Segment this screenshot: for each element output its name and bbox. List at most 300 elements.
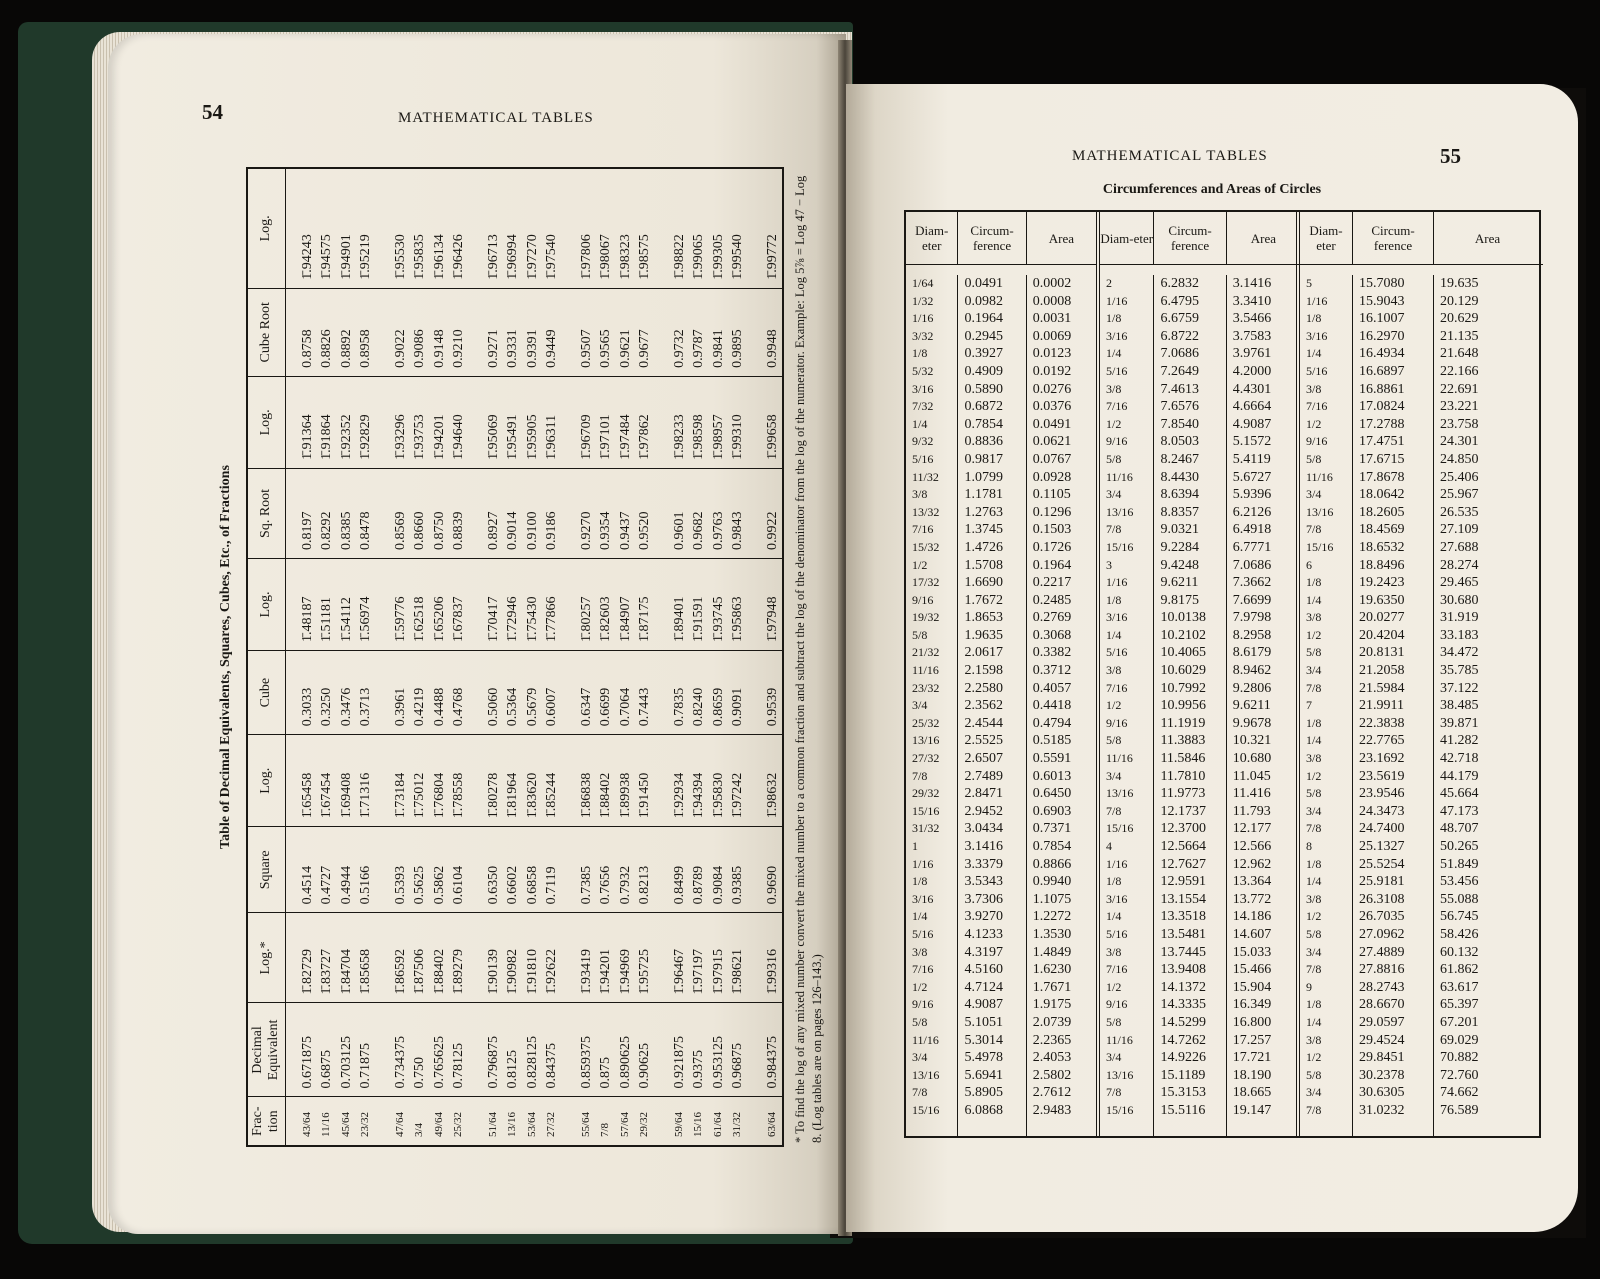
- table-cell: 1/4: [1306, 874, 1322, 889]
- table-cell: 1̄.94201: [431, 414, 447, 460]
- table-cell: 0.0928: [1032, 469, 1072, 485]
- table-cell: 56.745: [1440, 909, 1479, 925]
- table-cell: 3/8: [1306, 381, 1322, 396]
- column-body: [286, 1003, 783, 1096]
- table-cell: 11.045: [1232, 768, 1271, 784]
- table-cell: 10.680: [1232, 751, 1272, 767]
- table-cell: 1/4: [912, 416, 928, 431]
- circumference-column: [1153, 275, 1225, 1136]
- table-cell: 11/32: [912, 469, 939, 484]
- table-cell: 7/8: [599, 1122, 611, 1137]
- table-cell: 1̄.95491: [505, 414, 520, 460]
- table-cell: 7/16: [912, 962, 934, 977]
- table-cell: 0.1503: [1032, 522, 1072, 538]
- table-cell: 22.3838: [1359, 715, 1405, 731]
- column-body: [286, 651, 783, 734]
- table-cell: 1.4726: [964, 539, 1003, 555]
- table-cell: 19/32: [912, 610, 940, 625]
- table-cell: 0.3927: [964, 346, 1003, 362]
- table-cell: 1̄.99540: [730, 234, 745, 280]
- table-cell: 0.2769: [1032, 610, 1072, 626]
- table-cell: 3/8: [912, 487, 928, 502]
- table-cell: 5/8: [1106, 1014, 1122, 1029]
- table-cell: 5/8: [1306, 451, 1322, 466]
- table-cell: 1̄.91450: [637, 772, 652, 819]
- table-cell: 0.78125: [451, 1042, 466, 1089]
- table-cell: 0.6872: [964, 399, 1003, 415]
- table-cell: 19.2423: [1359, 575, 1405, 591]
- table-cell: 0.9621: [617, 329, 633, 368]
- table-cell: 0.0982: [964, 293, 1003, 309]
- table-cell: 15/16: [1106, 1102, 1134, 1117]
- table-cell: 14.7262: [1160, 1032, 1206, 1048]
- table-cell: 0.9148: [431, 329, 447, 368]
- table-cell: 11.416: [1232, 786, 1271, 802]
- table-cell: 1̄.98575: [637, 234, 652, 280]
- table-cell: 1.9635: [964, 627, 1003, 643]
- table-cell: 1̄.84907: [617, 596, 633, 643]
- page-number-right: 55: [1440, 144, 1461, 168]
- column-header: Cube Root: [248, 289, 286, 376]
- table-cell: 11.7810: [1160, 768, 1206, 784]
- table-cell: 0.1964: [1032, 557, 1072, 573]
- table-cell: 0.4057: [1032, 680, 1072, 696]
- table-cell: 1̄.95725: [637, 948, 652, 995]
- table-cell: 0.8826: [319, 329, 334, 368]
- table-cell: 11/16: [1106, 751, 1133, 766]
- table-cell: 0.9841: [710, 329, 726, 368]
- table-cell: 1.8653: [964, 610, 1003, 626]
- table-cell: 3.1416: [964, 839, 1003, 854]
- table-cell: 0.3250: [319, 687, 334, 727]
- table-cell: 2.2365: [1032, 1032, 1072, 1048]
- table-cell: 1̄.93419: [578, 948, 594, 995]
- table-cell: 0.796875: [485, 1035, 501, 1089]
- table-cell: 1̄.98598: [691, 414, 706, 460]
- table-cell: 0.0069: [1032, 328, 1072, 344]
- column-header: Circum-ference: [1352, 212, 1433, 264]
- table-cell: 26.3108: [1359, 891, 1405, 907]
- table-cell: 11.3883: [1160, 733, 1206, 749]
- table-cell: 0.6602: [505, 865, 520, 905]
- table-cell: 0.984375: [764, 1035, 780, 1089]
- table-cell: 1̄.83727: [319, 948, 334, 995]
- table-cell: 0.8836: [964, 434, 1003, 450]
- table-cell: 2.2580: [964, 680, 1003, 696]
- table-cell: 3/8: [1306, 751, 1322, 766]
- table-cell: 6.7771: [1232, 539, 1272, 555]
- table-cell: 63.617: [1440, 979, 1479, 995]
- table-cell: 5/16: [912, 926, 934, 941]
- table-cell: 7/16: [912, 522, 934, 537]
- table-cell: 16.8861: [1359, 381, 1405, 397]
- table-cell: 1̄.95830: [710, 772, 726, 819]
- table-cell: 6.4918: [1232, 522, 1272, 538]
- table-cell: 15/16: [912, 803, 940, 818]
- table-cell: 63/64: [765, 1111, 778, 1137]
- table-cell: 0.9375: [691, 1049, 706, 1089]
- table-cell: 55.088: [1440, 891, 1479, 907]
- table-cell: 8.8357: [1160, 504, 1199, 520]
- table-cell: 21.648: [1440, 346, 1479, 362]
- table-cell: 3.3410: [1232, 293, 1272, 309]
- table-cell: 25/32: [452, 1111, 464, 1137]
- table-cell: 29.465: [1440, 575, 1479, 591]
- area-column: [1226, 275, 1300, 1136]
- table-cell: 1/2: [1306, 768, 1322, 783]
- table-cell: 0.8292: [319, 511, 334, 550]
- group-header: [906, 212, 1096, 265]
- table-cell: 1̄.94901: [338, 234, 354, 280]
- table-cell: 17.257: [1232, 1032, 1272, 1048]
- table-cell: 0.0621: [1032, 434, 1072, 450]
- table-cell: 5.4119: [1232, 451, 1271, 467]
- table-cell: 1.5708: [964, 557, 1003, 573]
- table-cell: 1̄.87506: [412, 948, 427, 995]
- table-cell: 18.0642: [1359, 487, 1405, 503]
- table-cell: 15.3153: [1160, 1085, 1206, 1101]
- table-cell: 1̄.75012: [412, 772, 427, 819]
- table-cell: 3/16: [1306, 328, 1328, 343]
- left-table-title: Table of Decimal Equivalents, Squares, Cubes, Etc., of Fractions: [218, 465, 233, 849]
- table-cell: 12.177: [1232, 821, 1272, 837]
- table-cell: 1̄.84704: [338, 948, 354, 995]
- table-cell: 0.875: [598, 1056, 613, 1089]
- table-cell: 0.703125: [338, 1035, 354, 1089]
- table-cell: 1/2: [1106, 979, 1122, 994]
- table-footnote: * To find the log of any mixed number convert the mixed number to a common fraction and subtract the log of the denominator from the log of the numerator. Example: Log 5⅞ = Log 47 − Log 8. (Log tables are on pages 126–143.): [793, 175, 824, 1143]
- table-cell: 5/16: [1106, 926, 1128, 941]
- table-cell: 0.9677: [637, 329, 652, 368]
- table-cell: 8.4430: [1160, 469, 1199, 485]
- table-cell: 1̄.96467: [671, 948, 687, 995]
- table-cell: 9/16: [912, 592, 934, 607]
- table-cell: 1̄.85658: [358, 948, 373, 995]
- table-cell: 60.132: [1440, 944, 1479, 960]
- table-cell: 37.122: [1440, 680, 1479, 696]
- table-cell: 13.9408: [1160, 962, 1206, 978]
- table-cell: 5/32: [912, 363, 934, 378]
- table-cell: 43/64: [300, 1111, 313, 1137]
- column-header: Area: [1026, 212, 1096, 264]
- table-cell: 1̄.81964: [505, 772, 520, 819]
- table-cell: 3/4: [912, 1050, 928, 1065]
- table-cell: 8: [1306, 839, 1312, 853]
- table-cell: 9.6211: [1160, 575, 1199, 591]
- table-cell: 7.4613: [1160, 381, 1199, 397]
- table-cell: 0.96875: [730, 1042, 745, 1089]
- table-cell: 13/16: [1106, 1067, 1134, 1082]
- table-cell: 0.7854: [1032, 839, 1072, 854]
- table-cell: 0.1296: [1032, 504, 1072, 520]
- table-cell: 23.758: [1440, 416, 1479, 432]
- table-cell: 41.282: [1440, 733, 1479, 749]
- table-cell: 1̄.99316: [764, 948, 780, 995]
- table-cell: 0.6104: [451, 865, 466, 905]
- table-cell: 20.629: [1440, 311, 1479, 327]
- table-cell: 0.9391: [524, 329, 540, 368]
- table-cell: 14.607: [1232, 926, 1272, 942]
- table-cell: 1̄.89938: [617, 772, 633, 819]
- table-cell: 53.456: [1440, 874, 1479, 890]
- column-body: [286, 469, 783, 558]
- table-cell: 0.2945: [964, 328, 1003, 344]
- table-cell: 1/2: [1306, 909, 1322, 924]
- table-cell: 0.9086: [412, 329, 427, 368]
- table-cell: 5: [1306, 276, 1312, 290]
- table-cell: 7/8: [1106, 803, 1122, 818]
- table-cell: 1̄.95835: [412, 234, 427, 280]
- table-cell: 25.1327: [1359, 839, 1405, 854]
- table-cell: 1̄.62518: [412, 596, 427, 643]
- table-cell: 23.1692: [1359, 751, 1405, 767]
- table-cell: 0.859375: [578, 1035, 594, 1089]
- table-cell: 1: [912, 839, 918, 853]
- table-cell: 1̄.99305: [710, 234, 726, 280]
- table-cell: 3.7306: [964, 891, 1003, 907]
- table-cell: 10.4065: [1160, 645, 1206, 661]
- table-cell: 7/8: [1306, 522, 1322, 537]
- table-cell: 10.0138: [1160, 610, 1206, 626]
- table-cell: 1̄.86592: [392, 948, 408, 995]
- table-cell: 11/16: [1306, 469, 1333, 484]
- table-cell: 9: [1306, 979, 1312, 994]
- table-cell: 1̄.85244: [544, 772, 559, 819]
- table-cell: 0.6347: [578, 687, 594, 727]
- table-cell: 5/16: [1106, 363, 1128, 378]
- table-cell: 8.2467: [1160, 451, 1199, 467]
- table-cell: 1̄.89279: [451, 948, 466, 995]
- table-cell: 1.9175: [1032, 997, 1072, 1013]
- table-cell: 21.9911: [1359, 698, 1404, 714]
- table-cell: 1/4: [1106, 627, 1122, 642]
- table-cell: 1/16: [1106, 293, 1128, 308]
- table-cell: 0.734375: [392, 1035, 408, 1089]
- table-cell: 11.5846: [1160, 751, 1206, 767]
- column-header: Area: [1433, 212, 1541, 264]
- table-cell: 57/64: [618, 1111, 631, 1137]
- table-cell: 1̄.94243: [299, 234, 315, 280]
- column-body: [286, 1097, 783, 1145]
- table-cell: 0.6903: [1032, 803, 1072, 819]
- table-cell: 0.0031: [1032, 311, 1072, 327]
- table-cell: 2.9452: [964, 803, 1003, 819]
- table-cell: 1̄.95905: [524, 414, 540, 460]
- table-cell: 1/2: [1306, 416, 1322, 431]
- table-cell: 7.2649: [1160, 363, 1199, 379]
- table-cell: 0.5890: [964, 381, 1003, 397]
- table-cell: 9.9678: [1232, 715, 1272, 731]
- table-cell: 1.1781: [964, 487, 1003, 503]
- table-cell: 1̄.92829: [358, 414, 373, 460]
- table-cell: 0.9331: [505, 329, 520, 368]
- fractions-column: [248, 289, 782, 377]
- table-cell: 1/16: [912, 311, 934, 326]
- table-cell: 9/16: [1306, 434, 1328, 449]
- table-cell: 0.6350: [485, 865, 501, 905]
- table-cell: 0.9520: [637, 511, 652, 550]
- table-cell: 27.0962: [1359, 926, 1405, 942]
- table-cell: 14.186: [1232, 909, 1272, 925]
- table-cell: 0.921875: [671, 1035, 687, 1089]
- table-cell: 9/16: [912, 997, 934, 1012]
- column-header: Log.: [248, 735, 286, 826]
- table-cell: 16.1007: [1359, 311, 1405, 327]
- table-cell: 8.6394: [1160, 487, 1199, 503]
- table-cell: 0.71875: [358, 1042, 373, 1089]
- table-cell: 6: [1306, 557, 1312, 572]
- table-cell: 6.0868: [964, 1102, 1003, 1118]
- table-cell: 0.4794: [1032, 715, 1072, 731]
- table-cell: 1/8: [1306, 856, 1322, 871]
- table-cell: 0.9385: [730, 865, 745, 905]
- table-cell: 9/32: [912, 434, 934, 449]
- table-cell: 0.4944: [338, 865, 354, 905]
- table-cell: 1̄.90139: [485, 948, 501, 995]
- table-cell: 1/4: [1106, 346, 1122, 361]
- table-cell: 0.8659: [710, 687, 726, 727]
- table-cell: 5.6727: [1232, 469, 1272, 485]
- table-cell: 16.2970: [1359, 328, 1405, 344]
- table-cell: 1̄.67837: [451, 596, 466, 643]
- table-cell: 22.691: [1440, 381, 1479, 397]
- running-head-right: MATHEMATICAL TABLES: [1072, 148, 1268, 164]
- table-cell: 27.688: [1440, 539, 1479, 555]
- table-cell: 1/8: [1106, 592, 1122, 607]
- running-head-left: MATHEMATICAL TABLES: [398, 110, 594, 126]
- table-cell: 1/16: [1106, 856, 1128, 871]
- table-cell: 7/32: [912, 399, 934, 414]
- table-cell: 10.9956: [1160, 698, 1206, 714]
- table-cell: 25.5254: [1359, 856, 1405, 872]
- table-cell: 0.3713: [358, 687, 373, 727]
- table-cell: 1̄.73184: [392, 772, 408, 819]
- column-header: Diam-eter: [1100, 230, 1154, 246]
- table-cell: 0.9084: [710, 865, 726, 905]
- table-cell: 5/8: [1106, 733, 1122, 748]
- table-cell: 0.0002: [1032, 276, 1072, 291]
- table-cell: 25.967: [1440, 487, 1479, 503]
- table-cell: 12.5664: [1160, 839, 1206, 854]
- table-cell: 7.6576: [1160, 399, 1199, 415]
- table-cell: 23.9546: [1359, 786, 1405, 802]
- table-cell: 1̄.95219: [358, 234, 373, 280]
- table-cell: 14.1372: [1160, 979, 1206, 995]
- table-cell: 0.7064: [617, 687, 633, 727]
- table-cell: 61.862: [1440, 962, 1479, 978]
- table-cell: 1̄.98632: [764, 772, 780, 819]
- table-cell: 53/64: [525, 1111, 538, 1137]
- table-cell: 6.4795: [1160, 293, 1199, 309]
- table-cell: 1̄.97242: [730, 772, 745, 819]
- fractions-column: [248, 651, 782, 735]
- table-cell: 5.9396: [1232, 487, 1272, 503]
- table-cell: 4.7124: [964, 979, 1003, 995]
- table-cell: 7/8: [1106, 522, 1122, 537]
- table-cell: 27/32: [545, 1111, 557, 1137]
- table-cell: 7/16: [1306, 399, 1328, 414]
- table-cell: 0.0276: [1032, 381, 1072, 397]
- table-cell: 0.6699: [598, 687, 613, 727]
- table-cell: 2.6507: [964, 751, 1003, 767]
- table-cell: 18.190: [1232, 1067, 1272, 1083]
- table-cell: 7/16: [1106, 962, 1128, 977]
- table-cell: 7/8: [1306, 821, 1322, 836]
- table-cell: 33.183: [1440, 627, 1479, 643]
- table-cell: 1̄.95863: [730, 596, 745, 643]
- table-cell: 1̄.96311: [544, 414, 559, 460]
- table-cell: 0.5679: [524, 687, 540, 727]
- table-cell: 1.7671: [1032, 979, 1072, 995]
- table-cell: 67.201: [1440, 1014, 1479, 1030]
- table-cell: 18.8496: [1359, 557, 1405, 573]
- table-cell: 27/32: [912, 751, 940, 766]
- table-cell: 0.6013: [1032, 768, 1072, 784]
- table-cell: 15.9043: [1359, 293, 1405, 309]
- table-cell: 2.0617: [964, 645, 1003, 661]
- table-cell: 1̄.91591: [691, 596, 706, 643]
- table-cell: 1̄.96994: [505, 234, 520, 280]
- table-cell: 0.9270: [578, 511, 594, 550]
- table-cell: 15/32: [912, 539, 940, 554]
- table-cell: 14.3335: [1160, 997, 1206, 1013]
- table-cell: 1/64: [912, 276, 934, 290]
- table-cell: 44.179: [1440, 768, 1479, 784]
- table-cell: 3/4: [1306, 944, 1322, 959]
- table-cell: 2.7612: [1032, 1085, 1072, 1101]
- rotated-table-block: [218, 167, 846, 1147]
- table-cell: 17.6715: [1359, 451, 1405, 467]
- table-cell: 4.9087: [1232, 416, 1272, 432]
- table-cell: 1̄.97270: [524, 234, 540, 280]
- table-cell: 1̄.70417: [485, 596, 501, 643]
- table-cell: 29.4524: [1359, 1032, 1405, 1048]
- table-cell: 27.109: [1440, 522, 1479, 538]
- table-cell: 45/64: [339, 1111, 352, 1137]
- table-cell: 5/8: [1306, 926, 1322, 941]
- column-body: [286, 827, 783, 912]
- table-cell: 1/4: [1306, 733, 1322, 748]
- table-cell: 34.472: [1440, 645, 1479, 661]
- fractions-column: [248, 469, 782, 559]
- table-cell: 8.0503: [1160, 434, 1199, 450]
- circumference-column: [1352, 275, 1433, 1136]
- table-cell: 7/8: [1106, 1085, 1122, 1100]
- table-cell: 4.9087: [964, 997, 1003, 1013]
- table-cell: 1/8: [1106, 311, 1122, 326]
- table-cell: 0.9732: [671, 329, 687, 368]
- table-cell: 69.029: [1440, 1032, 1479, 1048]
- table-cell: 2.9483: [1032, 1102, 1072, 1118]
- table-cell: 20.129: [1440, 293, 1479, 309]
- table-cell: 1̄.93753: [412, 414, 427, 460]
- table-cell: 13.7445: [1160, 944, 1206, 960]
- table-cell: 74.662: [1440, 1085, 1479, 1101]
- table-cell: 0.9922: [764, 511, 780, 550]
- column-header: Sq. Root: [248, 469, 286, 558]
- table-cell: 0.890625: [617, 1035, 633, 1089]
- table-cell: 19.147: [1232, 1102, 1272, 1118]
- table-cell: 15/16: [1106, 821, 1134, 836]
- table-cell: 0.8478: [358, 511, 373, 550]
- table-cell: 0.9022: [392, 329, 408, 368]
- table-cell: 1̄.94201: [598, 948, 613, 995]
- table-cell: 7.8540: [1160, 416, 1199, 432]
- column-header: Area: [1226, 212, 1300, 264]
- table-cell: 28.274: [1440, 557, 1479, 573]
- table-cell: 1̄.97862: [637, 414, 652, 460]
- table-cell: 4.6664: [1232, 399, 1272, 415]
